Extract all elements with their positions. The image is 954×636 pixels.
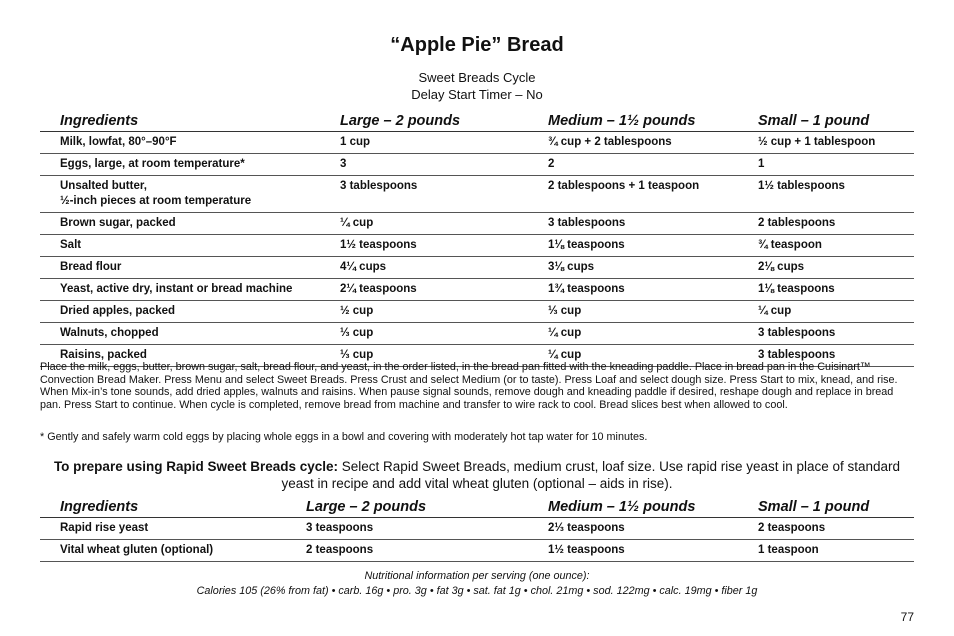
column-header: Small – 1 pound [758, 496, 914, 518]
ingredient-name: Milk, lowfat, 80°–90°F [40, 132, 340, 154]
ingredient-amount: 2 [548, 154, 758, 176]
table-row [40, 518, 914, 540]
ingredient-amount: 3 tablespoons [340, 176, 548, 213]
ingredient-amount: 3 tablespoons [758, 345, 914, 367]
ingredient-name: Unsalted butter, ½-inch pieces at room temperature [40, 176, 340, 213]
rapid-cycle-lead: To prepare using Rapid Sweet Breads cycle: [53, 459, 339, 474]
nutrition-info [40, 569, 914, 599]
page-number: 77 [900, 610, 914, 624]
table-row [40, 132, 914, 154]
ingredient-amount: 2 teaspoons [306, 540, 548, 562]
column-header: Large – 2 pounds [340, 110, 548, 132]
ingredient-amount: ¼ cup [548, 345, 758, 367]
table-row [40, 213, 914, 235]
table-header-row [40, 496, 914, 518]
ingredient-amount: 2⅓ teaspoons [548, 518, 758, 540]
ingredient-name: Walnuts, chopped [40, 323, 340, 345]
column-header: Ingredients [40, 110, 340, 132]
ingredient-amount: 3 teaspoons [306, 518, 548, 540]
ingredient-name: Bread flour [40, 257, 340, 279]
table-header-row [40, 110, 914, 132]
ingredient-amount: ⅓ cup [340, 323, 548, 345]
ingredient-amount: ½ cup + 1 tablespoon [758, 132, 914, 154]
table-row [40, 540, 914, 562]
cycle-info [0, 69, 954, 103]
ingredient-name: Eggs, large, at room temperature* [40, 154, 340, 176]
ingredient-amount: 3 tablespoons [758, 323, 914, 345]
rapid-cycle-text: Select Rapid Sweet Breads, medium crust, loaf size. Use rapid rise yeast in place of standard yeast in recipe and add vital wheat gluten (optional – aids in rise). [281, 459, 901, 491]
cycle-name: Sweet Breads Cycle [418, 70, 536, 85]
table-row [40, 301, 914, 323]
ingredient-amount: 1½ teaspoons [548, 540, 758, 562]
ingredient-amount: 3⅛ cups [548, 257, 758, 279]
ingredient-amount: ¾ teaspoon [758, 235, 914, 257]
ingredient-amount: 2 tablespoons [758, 213, 914, 235]
ingredients-table [40, 110, 914, 367]
method-instructions: Place the milk, eggs, butter, brown sugar, salt, bread flour, and yeast, in the order listed, in the bread pan fitted with the kneading paddle. Place in bread pan in the Cuisinart™ Convection Bread Maker. Press Menu and select Sweet Breads. Press Crust and select Medium (or to taste). Press Loaf and select dough size. Press Start to mix, knead, and rise. When Mix-in’s tone sounds, add dried apples, walnuts and raisins. When pause signal sounds, remove dough and kneading paddle if desired, reshape dough and replace in bread pan. Press Start to continue. When cycle is completed, remove bread from machine and transfer to wire rack to cool. Bread slices best when allowed to cool. [40, 361, 898, 412]
nutrition-heading: Nutritional information per serving (one ounce): [364, 570, 590, 582]
ingredient-amount: 2¼ teaspoons [340, 279, 548, 301]
ingredient-amount: 1⅛ teaspoons [548, 235, 758, 257]
ingredient-amount: 2⅛ cups [758, 257, 914, 279]
table-row [40, 279, 914, 301]
ingredient-amount: 1 [758, 154, 914, 176]
table-row [40, 257, 914, 279]
ingredient-amount: 1¾ teaspoons [548, 279, 758, 301]
delay-start-info: Delay Start Timer – No [411, 87, 543, 102]
ingredient-amount: 2 tablespoons + 1 teaspoon [548, 176, 758, 213]
rapid-ingredients-table [40, 496, 914, 562]
ingredient-name: Yeast, active dry, instant or bread machine [40, 279, 340, 301]
column-header: Medium – 1½ pounds [548, 110, 758, 132]
nutrition-values: Calories 105 (26% from fat) • carb. 16g • pro. 3g • fat 3g • sat. fat 1g • chol. 21mg • sod. 122mg • calc. 19mg • fiber 1g [196, 585, 758, 597]
ingredient-name: Dried apples, packed [40, 301, 340, 323]
ingredient-amount: 3 tablespoons [548, 213, 758, 235]
ingredient-amount: ¼ cup [758, 301, 914, 323]
ingredient-amount: 1 teaspoon [758, 540, 914, 562]
ingredient-name: Vital wheat gluten (optional) [40, 540, 306, 562]
ingredient-amount: 1 cup [340, 132, 548, 154]
ingredient-amount: ⅓ cup [548, 301, 758, 323]
ingredient-name: Salt [40, 235, 340, 257]
ingredient-name: Rapid rise yeast [40, 518, 306, 540]
rapid-cycle-instructions [40, 458, 914, 492]
ingredient-name: Brown sugar, packed [40, 213, 340, 235]
ingredient-amount: ½ cup [340, 301, 548, 323]
ingredient-amount: ⅓ cup [340, 345, 548, 367]
ingredient-amount: ¼ cup [340, 213, 548, 235]
ingredient-amount: 1⅛ teaspoons [758, 279, 914, 301]
footnote: * Gently and safely warm cold eggs by placing whole eggs in a bowl and covering with moderately hot tap water for 10 minutes. [40, 431, 648, 443]
column-header: Ingredients [40, 496, 306, 518]
ingredient-amount: ¾ cup + 2 tablespoons [548, 132, 758, 154]
column-header: Medium – 1½ pounds [548, 496, 758, 518]
column-header: Large – 2 pounds [306, 496, 548, 518]
table-row [40, 154, 914, 176]
table-row [40, 235, 914, 257]
ingredient-amount: 1½ tablespoons [758, 176, 914, 213]
column-header: Small – 1 pound [758, 110, 914, 132]
table-row [40, 176, 914, 213]
table-row [40, 323, 914, 345]
recipe-title: “Apple Pie” Bread [390, 34, 564, 56]
ingredient-amount: 2 teaspoons [758, 518, 914, 540]
ingredient-amount: 4¼ cups [340, 257, 548, 279]
ingredient-amount: ¼ cup [548, 323, 758, 345]
ingredient-amount: 1½ teaspoons [340, 235, 548, 257]
ingredient-amount: 3 [340, 154, 548, 176]
ingredient-name: Raisins, packed [40, 345, 340, 367]
